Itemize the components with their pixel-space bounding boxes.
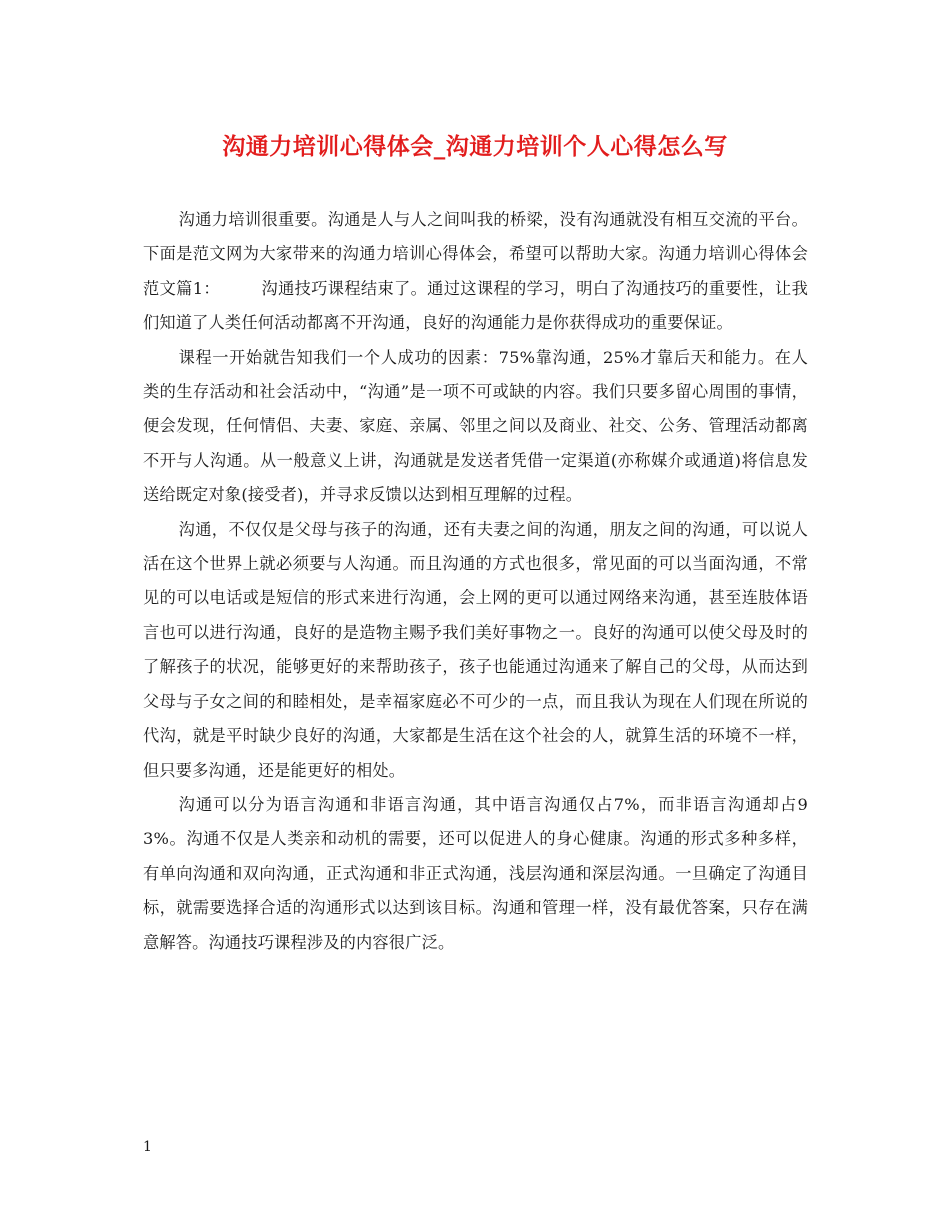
document-title: 沟通力培训心得体会_沟通力培训个人心得怎么写 — [222, 133, 728, 160]
paragraph-4: 沟通可以分为语言沟通和非语言沟通，其中语言沟通仅占7%，而非语言沟通却占93%。沟通不仅是人类亲和动机的需要，还可以促进人的身心健康。沟通的形式多种多样，有单向沟通和双向沟通，正式沟通和非正式沟通，浅层沟通和深层沟通。一旦确定了沟通目标，就需要选择合适的沟通形式以达到该目标。沟通和管理一样，没有最优答案，只存在满意解答。沟通技巧课程涉及的内容很广泛。 — [143, 794, 808, 952]
page-number: 1 — [143, 1139, 152, 1155]
paragraph-1: 沟通力培训很重要。沟通是人与人之间叫我的桥梁，没有沟通就没有相互交流的平台。下面是范文网为大家带来的沟通力培训心得体会，希望可以帮助大家。沟通力培训心得体会范文篇1： 沟通技巧课程结束了。通过这课程的学习，明白了沟通技巧的重要性，让我们知道了人类任何活动都离不开沟通，良好的沟通能力是你获得成功的重要保证。 — [143, 210, 808, 333]
paragraph-3: 沟通，不仅仅是父母与孩子的沟通，还有夫妻之间的沟通，朋友之间的沟通，可以说人活在这个世界上就必须要与人沟通。而且沟通的方式也很多，常见面的可以当面沟通，不常见的可以电话或是短信的形式来进行沟通，会上网的更可以通过网络来沟通，甚至连肢体语言也可以进行沟通，良好的是造物主赐予我们美好事物之一。良好的沟通可以使父母及时的了解孩子的状况，能够更好的来帮助孩子，孩子也能通过沟通来了解自己的父母，从而达到父母与子女之间的和睦相处，是幸福家庭必不可少的一点，而且我认为现在人们现在所说的代沟，就是平时缺少良好的沟通，大家都是生活在这个社会的人，就算生活的环境不一样，但只要多沟通，还是能更好的相处。 — [143, 519, 808, 780]
document-body — [143, 203, 808, 960]
paragraph-2: 课程一开始就告知我们一个人成功的因素：75%靠沟通，25%才靠后天和能力。在人类的生存活动和社会活动中，“沟通”是一项不可或缺的内容。我们只要多留心周围的事情，便会发现，任何情侣、夫妻、家庭、亲属、邻里之间以及商业、社交、公务、管理活动都离不开与人沟通。从一般意义上讲，沟通就是发送者凭借一定渠道(亦称媒介或通道)将信息发送给既定对象(接受者)，并寻求反馈以达到相互理解的过程。 — [143, 347, 808, 505]
